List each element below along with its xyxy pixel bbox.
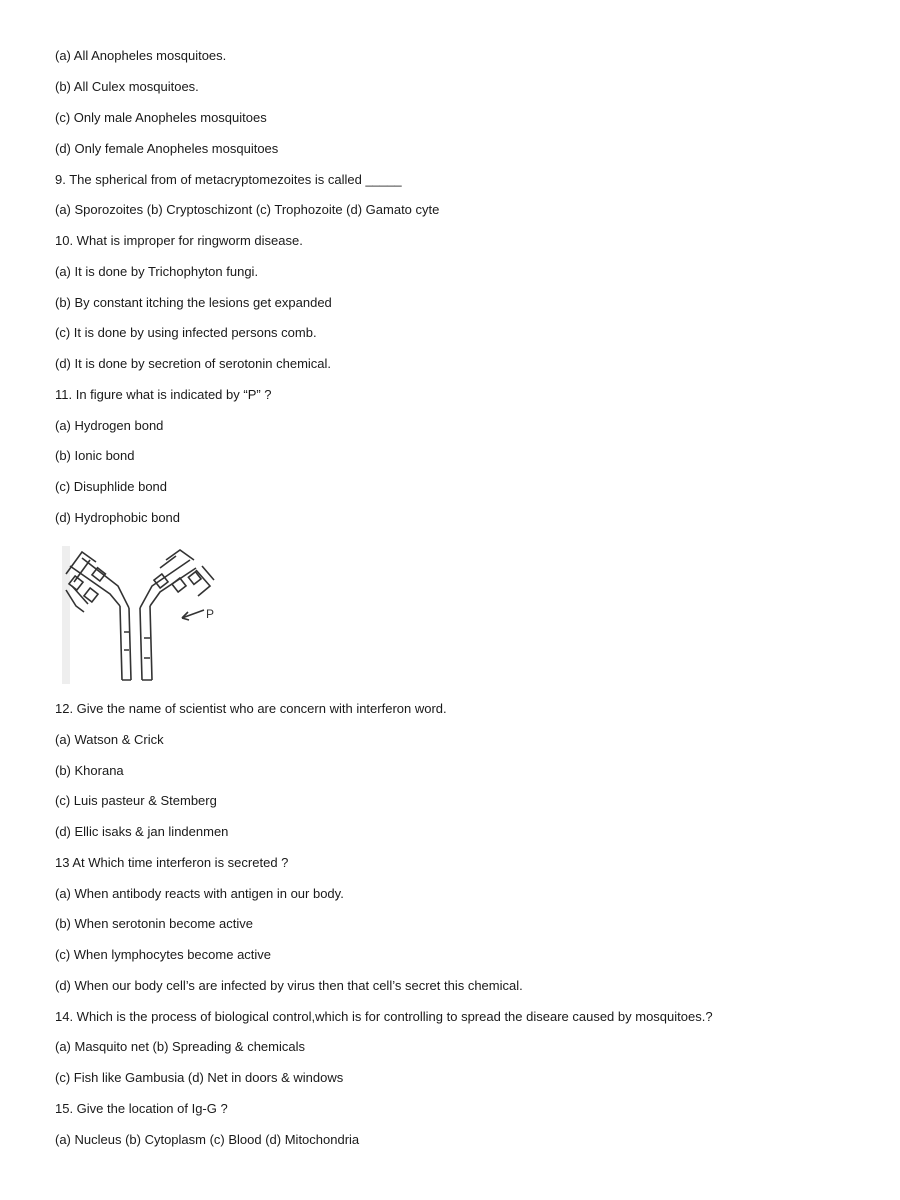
option-line: (a) Masquito net (b) Spreading & chemicals: [55, 1039, 306, 1054]
option-line: (c) When lymphocytes become active: [55, 947, 272, 962]
option-line: (b) By constant itching the lesions get expanded: [55, 295, 332, 310]
option-line: (d) It is done by secretion of serotonin chemical.: [55, 356, 332, 371]
antibody-diagram: [62, 546, 227, 684]
option-line: (d) When our body cell’s are infected by virus then that cell’s secret this chemical.: [55, 978, 523, 993]
question-10: 10. What is improper for ringworm disease.: [55, 233, 303, 248]
option-line: (c) Luis pasteur & Stemberg: [55, 793, 217, 808]
antibody-figure: [62, 546, 227, 684]
option-line: (d) Ellic isaks & jan lindenmen: [55, 824, 229, 839]
option-line: (d) Only female Anopheles mosquitoes: [55, 141, 279, 156]
option-line: (a) Watson & Crick: [55, 732, 164, 747]
question-11: 11. In figure what is indicated by “P” ?: [55, 387, 272, 402]
question-12: 12. Give the name of scientist who are concern with interferon word.: [55, 701, 447, 716]
option-line: (a) Nucleus (b) Cytoplasm (c) Blood (d) Mitochondria: [55, 1132, 360, 1147]
question-9: 9. The spherical from of metacryptomezoites is called _____: [55, 172, 402, 187]
option-line: (a) Hydrogen bond: [55, 418, 164, 433]
option-line: (b) When serotonin become active: [55, 916, 253, 931]
option-line: (a) When antibody reacts with antigen in our body.: [55, 886, 344, 901]
option-line: (c) Fish like Gambusia (d) Net in doors & windows: [55, 1070, 344, 1085]
option-line: (b) Khorana: [55, 763, 124, 778]
question-14: 14. Which is the process of biological control,which is for controlling to spread the diseare caused by mosquitoes.?: [55, 1009, 713, 1024]
question-13: 13 At Which time interferon is secreted ?: [55, 855, 289, 870]
option-line: (c) Only male Anopheles mosquitoes: [55, 110, 267, 125]
option-line: (b) Ionic bond: [55, 448, 135, 463]
option-line: (c) Disuphlide bond: [55, 479, 168, 494]
question-15: 15. Give the location of Ig-G ?: [55, 1101, 228, 1116]
option-line: (b) All Culex mosquitoes.: [55, 79, 199, 94]
option-line: (d) Hydrophobic bond: [55, 510, 181, 525]
option-line: (a) It is done by Trichophyton fungi.: [55, 264, 259, 279]
figure-label-p: P: [206, 607, 215, 621]
option-line: (a) Sporozoites (b) Cryptoschizont (c) Trophozoite (d) Gamato cyte: [55, 202, 440, 217]
option-line: (c) It is done by using infected persons comb.: [55, 325, 317, 340]
option-line: (a) All Anopheles mosquitoes.: [55, 48, 227, 63]
